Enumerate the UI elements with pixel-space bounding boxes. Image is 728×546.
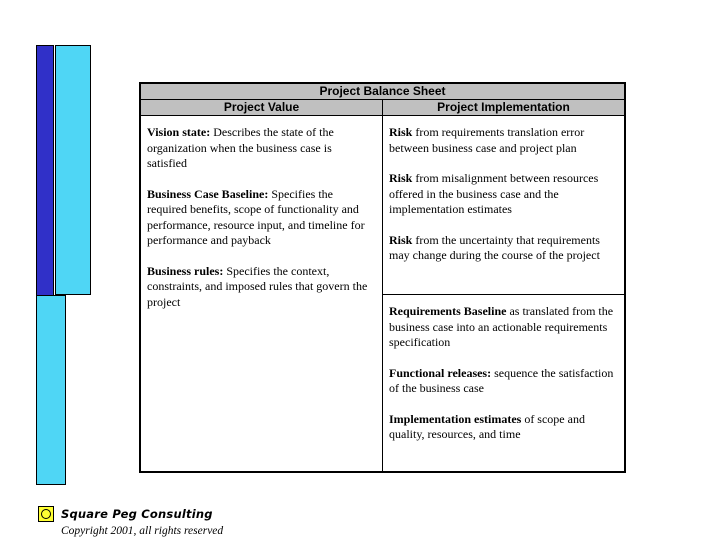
- decor-cyan-bar: [55, 45, 91, 295]
- requirements-baseline-para: Requirements Baseline as translated from the business case into an actionable requirements specification: [389, 304, 614, 349]
- project-value-cell: [140, 116, 383, 473]
- col-header-implementation: Project Implementation: [383, 100, 626, 116]
- company-name: Square Peg Consulting: [61, 507, 213, 521]
- implementation-estimates-para: Implementation estimates of scope and quality, resources, and time: [389, 411, 585, 441]
- sheet-title: Project Balance Sheet: [140, 83, 625, 100]
- risk-translation-para: Risk from requirements translation error between business case and project plan: [389, 125, 585, 155]
- implementation-cell: [383, 295, 626, 473]
- decor-cyan-strip: [36, 295, 66, 485]
- risk-misalignment-para: Risk from misalignment between resources offered in the business case and the implementation estimates: [389, 171, 599, 216]
- logo-icon: [38, 506, 54, 522]
- vision-state-para: Vision state: Describes the state of the organization when the business case is satisfied: [147, 125, 334, 170]
- functional-releases-para: Functional releases: sequence the satisfaction of the business case: [389, 365, 614, 395]
- col-header-value: Project Value: [140, 100, 383, 116]
- balance-sheet-table: [139, 82, 626, 473]
- risk-uncertainty-para: Risk from the uncertainty that requirements may change during the course of the project: [389, 232, 600, 262]
- business-case-baseline-para: Business Case Baseline: Specifies the required benefits, scope of functionality and performance, resource input, and timeline for performance and payback: [147, 186, 365, 247]
- business-rules-para: Business rules: Specifies the context, constraints, and imposed rules that govern the project: [147, 263, 368, 309]
- copyright-text: Copyright 2001, all rights reserved: [61, 525, 224, 537]
- risks-cell: [383, 116, 626, 295]
